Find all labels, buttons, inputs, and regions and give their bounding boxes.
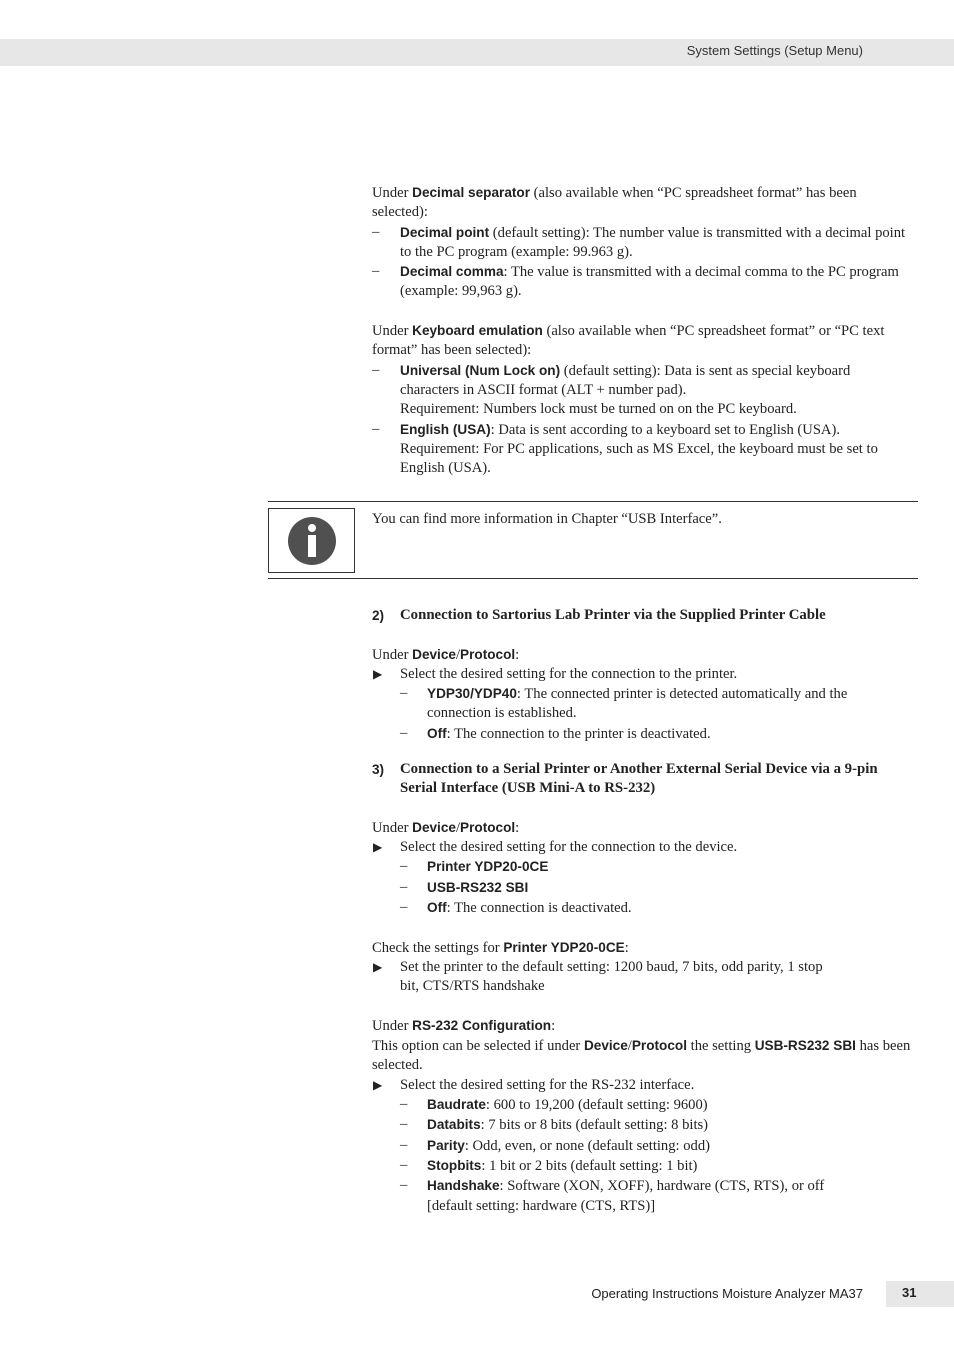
list-item: – Off: The connection to the printer is deactivated. [400,724,711,742]
decimal-intro: Under Decimal separator (also available when “PC spreadsheet format” has been selected): [372,185,857,221]
list-item: – YDP30/YDP40: The connected printer is detected automatically and the connection is established. [400,685,848,722]
rs232-intro: Under RS-232 Configuration: [372,1017,556,1034]
check-settings-intro: Check the settings for Printer YDP20-0CE: [372,939,629,956]
list-item: – Stopbits: 1 bit or 2 bits (default setting: 1 bit) [400,1156,698,1174]
settings-block-1 [372,183,912,478]
step-item: ▶ Set the printer to the default setting: 1200 baud, 7 bits, odd parity, 1 stop bit, CTS/RTS handshake [373,958,823,995]
footer-title: Operating Instructions Moisture Analyzer MA37 [591,1286,863,1301]
list-item: – English (USA): Data is sent according to a keyboard set to English (USA). Requirement: For PC applications, such as MS Excel, the keyboard must be set to English (USA). [372,420,878,477]
section-heading: 3) Connection to a Serial Printer or Another External Serial Device via a 9-pin Serial Interface (USB Mini-A to RS-232) [372,761,878,797]
list-item: – Printer YDP20-0CE [400,858,549,875]
note-top-rule [268,501,918,502]
list-item: – Baudrate: 600 to 19,200 (default setting: 9600) [400,1096,708,1114]
arrow-icon: ▶ [373,666,383,681]
running-header-title: System Settings (Setup Menu) [686,43,863,58]
device-protocol-intro: Under Device/Protocol: [372,646,520,663]
device-protocol-intro: Under Device/Protocol: [372,819,520,836]
note-bottom-rule [268,578,918,579]
list-item: – Parity: Odd, even, or none (default setting: odd) [400,1136,710,1154]
arrow-icon: ▶ [373,1077,383,1092]
step-item: ▶ Select the desired setting for the RS-232 interface. [372,1076,912,1095]
list-item: – Decimal point (default setting): The number value is transmitted with a decimal point to the PC program (example: 99.963 g). [372,223,906,260]
header-bar [0,39,954,66]
arrow-icon: ▶ [373,959,383,974]
list-item: – Decimal comma: The value is transmitted with a decimal comma to the PC program (example: 99,963 g). [372,263,899,300]
step-item: ▶ Select the desired setting for the connection to the printer. [372,665,912,684]
list-item: – USB-RS232 SBI [400,878,529,895]
list-item: – Off: The connection is deactivated. [400,899,632,917]
info-icon [288,517,336,565]
section-3 [372,760,912,1216]
list-item: – Handshake: Software (XON, XOFF), hardware (CTS, RTS), or off [default setting: hardware (CTS, RTS)] [400,1177,825,1214]
list-item: – Universal (Num Lock on) (default setting): Data is sent as special keyboard characters in ASCII format (ALT + number pad). Requirement: Numbers lock must be turned on on the PC keyboard. [372,361,851,418]
note-text: You can find more information in Chapter “USB Interface”. [372,511,722,527]
list-item: – Databits: 7 bits or 8 bits (default setting: 8 bits) [400,1116,709,1134]
keyboard-intro: Under Keyboard emulation (also available when “PC spreadsheet format” or “PC text format” has been selected): [372,323,885,359]
rs232-description: This option can be selected if under Device/Protocol the setting USB-RS232 SBI has been selected. [372,1038,911,1074]
note-icon-box [268,508,355,573]
section-heading: 2) Connection to Sartorius Lab Printer via the Supplied Printer Cable [372,607,826,623]
page-number-box [886,1281,954,1307]
step-item: ▶ Select the desired setting for the connection to the device. [372,838,912,857]
section-2 [372,606,912,744]
arrow-icon: ▶ [373,840,383,855]
page-number: 31 [902,1285,917,1300]
